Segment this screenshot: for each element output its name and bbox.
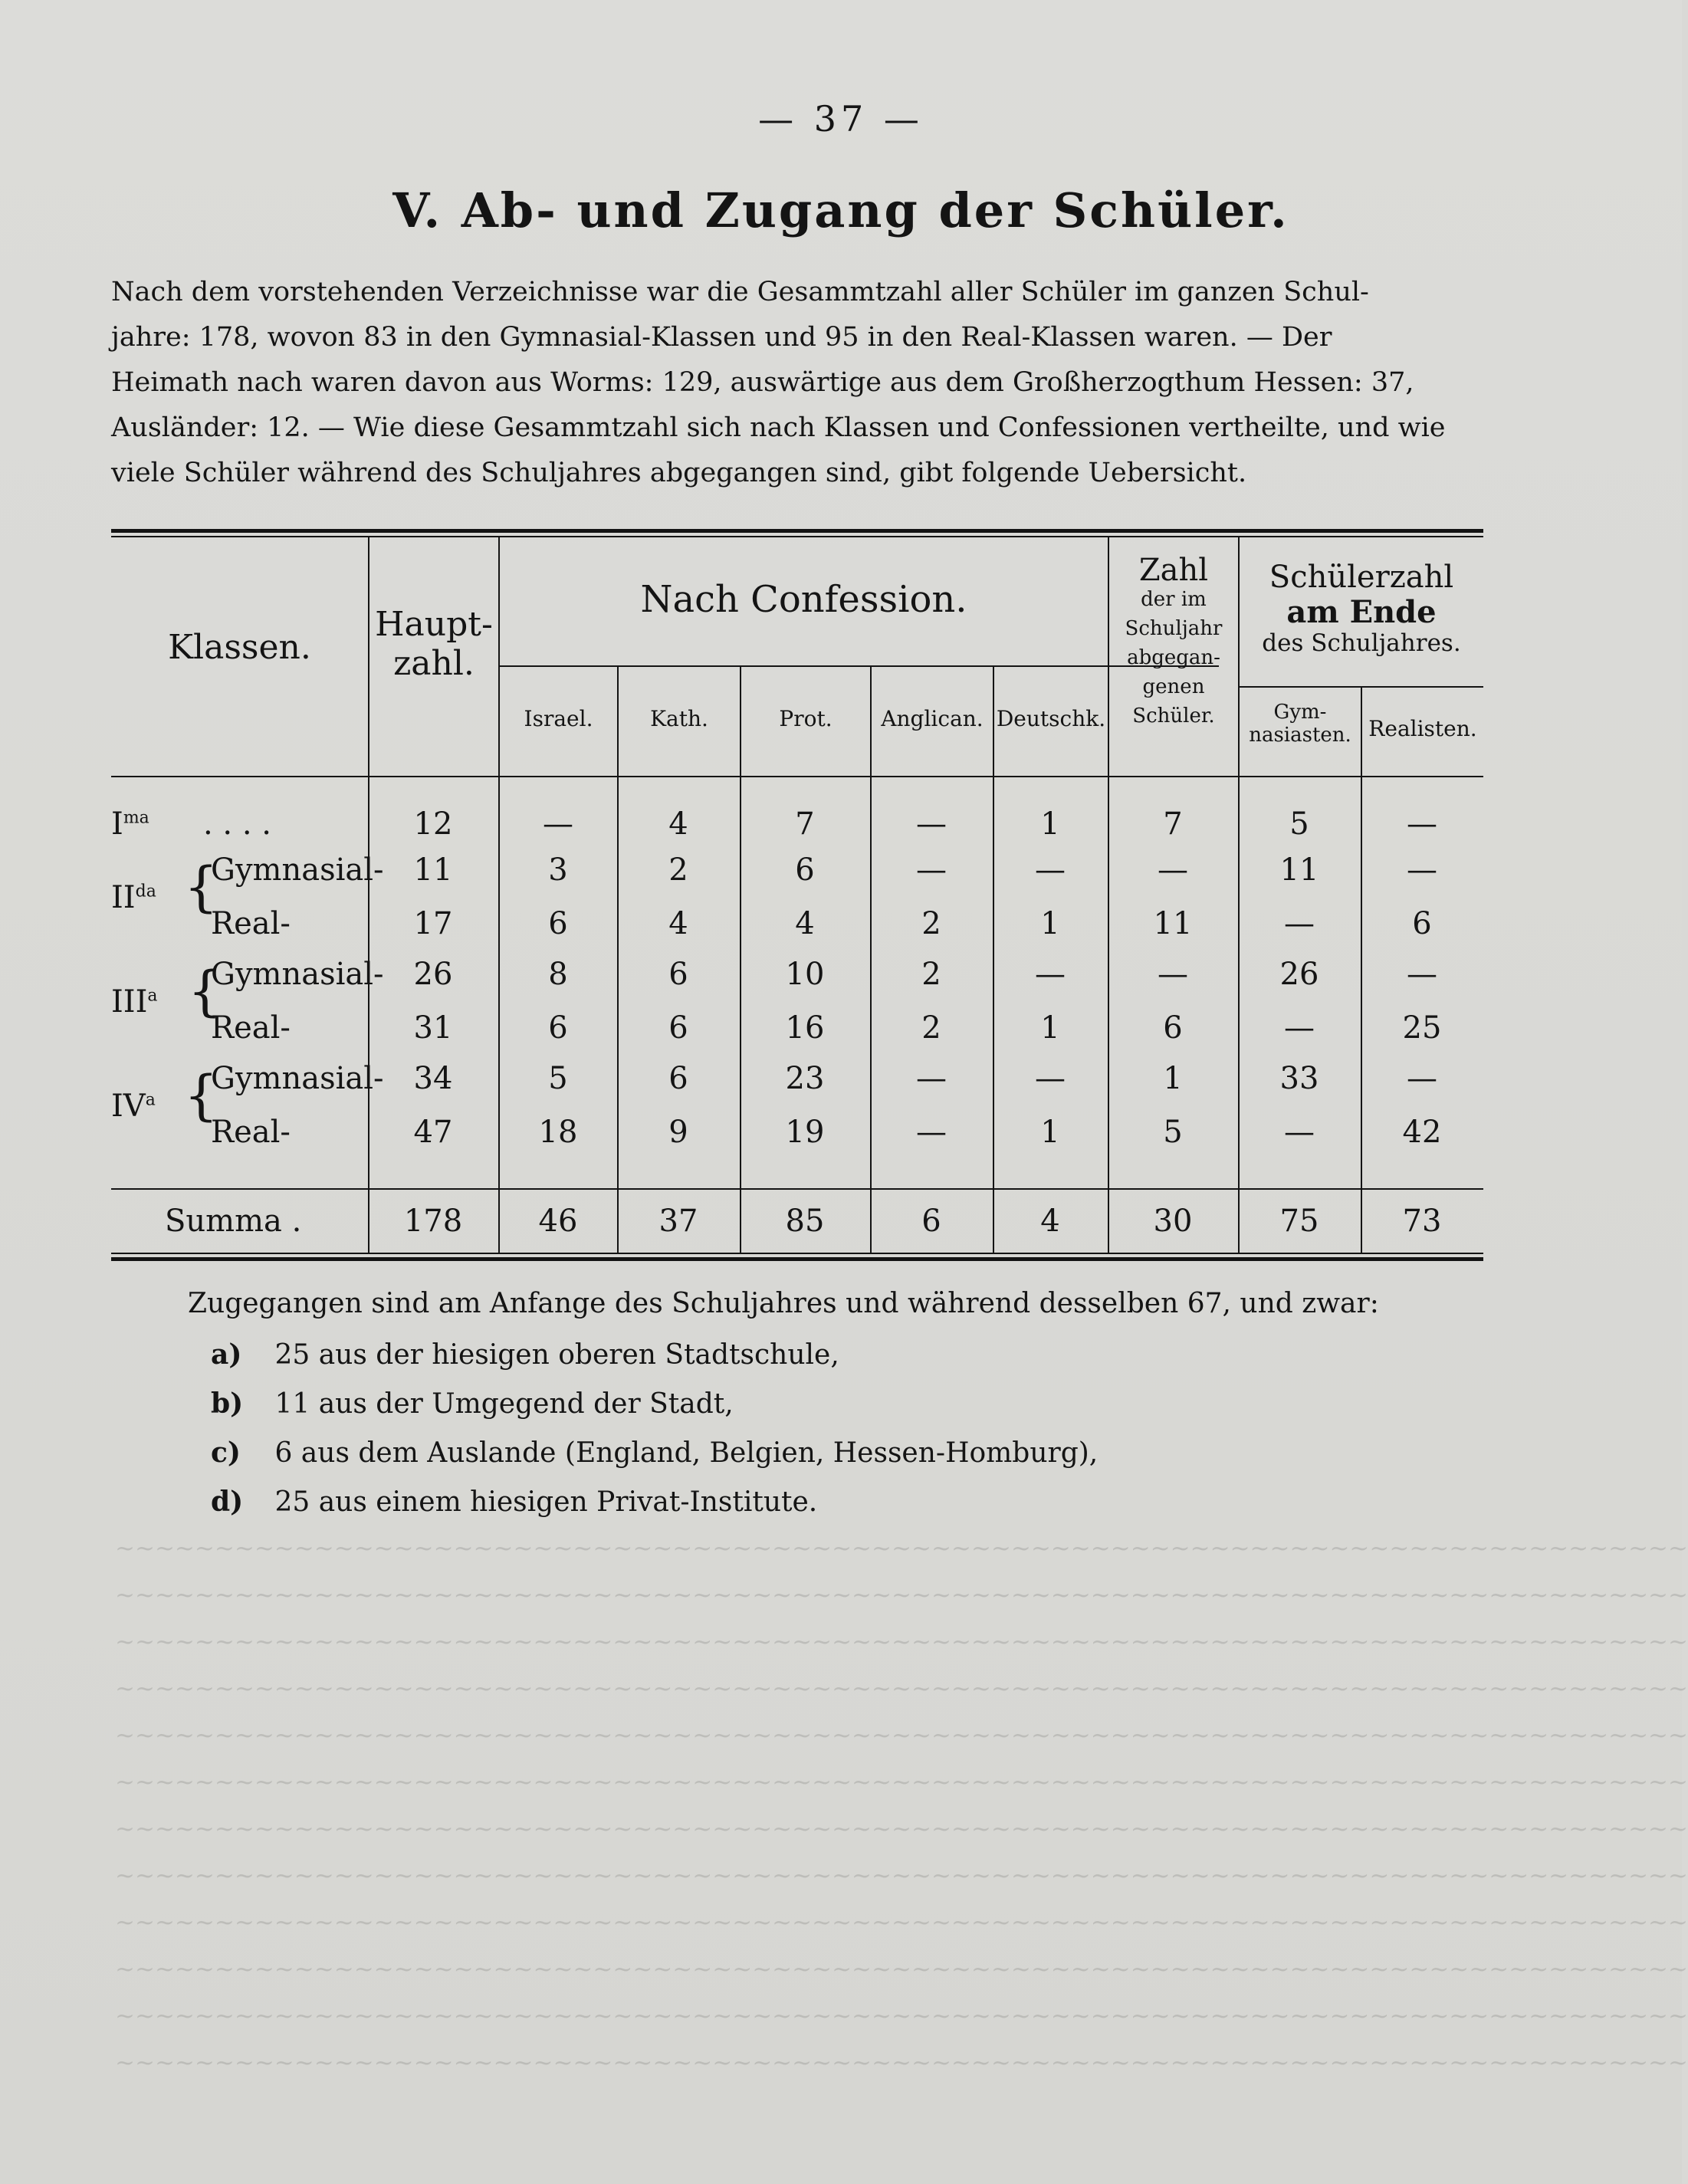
bracket-symbol: {: [188, 960, 222, 1023]
table-cell: 3: [548, 852, 568, 888]
table-cell: 1: [1040, 906, 1060, 941]
row-label-typ: Real-: [211, 906, 291, 941]
table-cell: 11: [1153, 906, 1193, 941]
table-cell: —: [1035, 1061, 1066, 1096]
intro-line: viele Schüler während des Schuljahres abgegangen sind, gibt folgende Uebersicht.: [111, 458, 1247, 488]
table-cell: 26: [413, 957, 453, 992]
row-label-klasse: $IV^a$: [111, 1089, 156, 1124]
intro-paragraph: [111, 270, 1483, 496]
table-cell: 42: [1402, 1115, 1442, 1150]
row-label-typ: Gymnasial-: [211, 1061, 384, 1096]
col-divider: [993, 667, 994, 1253]
table-cell: 6: [548, 906, 568, 941]
zugang-item-text: 25 aus der hiesigen oberen Stadtschule,: [274, 1339, 839, 1371]
header-prot: Prot.: [779, 706, 833, 731]
table-cell: 2: [921, 1010, 941, 1046]
table-cell: —: [1158, 957, 1188, 992]
table-bottom-rule: [111, 1253, 1483, 1254]
col-divider: [1361, 688, 1362, 1253]
table-cell: 7: [795, 806, 815, 842]
row-label-typ: Gymnasial-: [211, 957, 384, 992]
table-bottom-rule-thick: [111, 1257, 1483, 1261]
table-cell: 18: [538, 1115, 578, 1150]
summa-cell: 6: [921, 1204, 941, 1239]
table-cell: 4: [795, 906, 815, 941]
header-nach-confession: Nach Confession.: [640, 578, 967, 621]
header-bottom-rule: [111, 776, 1483, 777]
header-am-ende: Schülerzahl am Ende des Schuljahres.: [1262, 560, 1461, 657]
intro-line: Ausländer: 12. — Wie diese Gesammtzahl sich nach Klassen und Confessionen vertheilte, und wie: [111, 412, 1446, 443]
table-cell: 11: [413, 852, 453, 888]
header-abgegangen: Zahl der im Schuljahr abgegan- genen Schüler.: [1125, 553, 1223, 727]
table-cell: —: [1035, 957, 1066, 992]
table-cell: 1: [1163, 1061, 1183, 1096]
zugang-item-label: d): [211, 1486, 244, 1518]
table-cell: 2: [921, 957, 941, 992]
bracket-symbol: {: [184, 1064, 218, 1127]
col-divider: [740, 667, 741, 1253]
table-cell: 2: [921, 906, 941, 941]
table-cell: —: [1035, 852, 1066, 888]
header-hauptzahl: Haupt- zahl.: [375, 605, 493, 683]
zugang-item: [211, 1338, 839, 1371]
table-cell: 6: [1163, 1010, 1183, 1046]
table-cell: 8: [548, 957, 568, 992]
statistics-table: [111, 529, 1483, 1265]
zugang-item: [211, 1437, 1098, 1469]
table-cell: —: [1407, 852, 1437, 888]
row-label-klasse: $I^{ma}$: [111, 806, 149, 842]
intro-line: jahre: 178, wovon 83 in den Gymnasial-Klassen und 95 in den Real-Klassen waren. — Der: [111, 322, 1332, 353]
row-label-typ: . . . .: [203, 806, 272, 842]
table-cell: 31: [413, 1010, 453, 1046]
table-cell: —: [1284, 1115, 1315, 1150]
summa-cell: 30: [1153, 1204, 1193, 1239]
table-cell: 1: [1040, 806, 1060, 842]
table-cell: 47: [413, 1115, 453, 1150]
header-gymnasiasten: Gym- nasiasten.: [1249, 701, 1351, 747]
zugang-item: [211, 1388, 734, 1420]
summa-cell: 75: [1279, 1204, 1319, 1239]
summa-cell: 4: [1040, 1204, 1060, 1239]
table-cell: 6: [668, 1061, 688, 1096]
table-cell: —: [543, 806, 573, 842]
table-cell: 33: [1279, 1061, 1319, 1096]
summa-cell: 73: [1402, 1204, 1442, 1239]
summa-cell: 37: [658, 1204, 698, 1239]
table-cell: —: [1407, 1061, 1437, 1096]
section-title: V. Ab- und Zugang der Schüler.: [392, 182, 1289, 238]
row-label-klasse: III$^a$: [111, 984, 158, 1020]
table-cell: —: [916, 1061, 947, 1096]
summa-label: Summa .: [165, 1204, 302, 1239]
table-cell: —: [916, 1115, 947, 1150]
header-deutschk: Deutschk.: [996, 706, 1106, 731]
table-cell: —: [1158, 852, 1188, 888]
table-cell: —: [916, 852, 947, 888]
table-cell: 5: [548, 1061, 568, 1096]
table-cell: 12: [413, 806, 453, 842]
header-israel: Israel.: [524, 706, 593, 731]
table-cell: —: [916, 806, 947, 842]
page-number: — 37 —: [758, 98, 924, 140]
intro-line: Heimath nach waren davon aus Worms: 129, auswärtige aus dem Großherzogthum Hessen: 37,: [111, 367, 1414, 398]
table-cell: 5: [1163, 1115, 1183, 1150]
table-cell: 17: [413, 906, 453, 941]
intro-line: Nach dem vorstehenden Verzeichnisse war die Gesammtzahl aller Schüler im ganzen Schul-: [111, 277, 1369, 307]
bracket-symbol: {: [184, 856, 218, 918]
summa-top-rule: [111, 1188, 1483, 1190]
header-anglican: Anglican.: [881, 706, 984, 731]
zugang-intro: Zugegangen sind am Anfange des Schuljahres und während desselben 67, und zwar:: [188, 1288, 1379, 1319]
table-cell: 6: [668, 1010, 688, 1046]
summa-cell: 85: [785, 1204, 825, 1239]
table-cell: 23: [785, 1061, 825, 1096]
table-cell: 19: [785, 1115, 825, 1150]
col-divider: [617, 667, 619, 1253]
table-cell: —: [1407, 957, 1437, 992]
table-top-rule: [111, 529, 1483, 533]
table-cell: 7: [1163, 806, 1183, 842]
zugang-item-label: a): [211, 1338, 242, 1371]
row-label-typ: Real-: [211, 1010, 291, 1046]
header-kath: Kath.: [650, 706, 708, 731]
table-cell: 6: [548, 1010, 568, 1046]
bleed-through-texture: ~~~~~~~~~~~~~~~~~~~~~~~~~~~~~~~~~~~~~~~~~~~~~~~~~~~~~~~~~~~~~~~~~~~~~~~~~~~~~~~ ~~~~~~~~~~~~~~~~~~~~~~~~~~~~~~~~~~~~~~~~~~~~~~~~~~~~~~~~~~~~~~~~~~~~~~~~~~~~~~~ ~~~~~~~~~~~~~~~~~~~~~~~~~~~~~~~~~~~~~~~~~~~~~~~~~~~~~~~~~~~~~~~~~~~~~~~~~~~~~~~ ~~~~~~~~~~~~~~~~~~~~~~~~~~~~~~~~~~~~~~~~~~~~~~~~~~~~~~~~~~~~~~~~~~~~~~~~~~~~~~~ ~~~~~~~~~~~~~~~~~~~~~~~~~~~~~~~~~~~~~~~~~~~~~~~~~~~~~~~~~~~~~~~~~~~~~~~~~~~~~~~ ~~~~~~~~~~~~~~~~~~~~~~~~~~~~~~~~~~~~~~~~~~~~~~~~~~~~~~~~~~~~~~~~~~~~~~~~~~~~~~~ ~~~~~~~~~~~~~~~~~~~~~~~~~~~~~~~~~~~~~~~~~~~~~~~~~~~~~~~~~~~~~~~~~~~~~~~~~~~~~~~ ~~~~~~~~~~~~~~~~~~~~~~~~~~~~~~~~~~~~~~~~~~~~~~~~~~~~~~~~~~~~~~~~~~~~~~~~~~~~~~~ ~~~~~~~~~~~~~~~~~~~~~~~~~~~~~~~~~~~~~~~~~~~~~~~~~~~~~~~~~~~~~~~~~~~~~~~~~~~~~~~ ~~~~~~~~~~~~~~~~~~~~~~~~~~~~~~~~~~~~~~~~~~~~~~~~~~~~~~~~~~~~~~~~~~~~~~~~~~~~~~~ ~~~~~~~~~~~~~~~~~~~~~~~~~~~~~~~~~~~~~~~~~~~~~~~~~~~~~~~~~~~~~~~~~~~~~~~~~~~~~~~ ~~~~~~~~~~~~~~~~~~~~~~~~~~~~~~~~~~~~~~~~~~~~~~~~~~~~~~~~~~~~~~~~~~~~~~~~~~~~~~~: [115, 1535, 1688, 2077]
summa-cell: 46: [538, 1204, 578, 1239]
col-divider: [870, 667, 872, 1253]
table-cell: 2: [668, 852, 688, 888]
table-cell: 5: [1289, 806, 1309, 842]
table-top-rule-thin: [111, 536, 1483, 537]
zugang-item-text: 25 aus einem hiesigen Privat-Institute.: [274, 1486, 818, 1518]
zugang-item-text: 11 aus der Umgegend der Stadt,: [274, 1388, 734, 1420]
table-cell: 4: [668, 906, 688, 941]
table-cell: 10: [785, 957, 825, 992]
header-klassen: Klassen.: [168, 628, 311, 667]
table-cell: 6: [795, 852, 815, 888]
table-cell: 1: [1040, 1115, 1060, 1150]
table-cell: 9: [668, 1115, 688, 1150]
col-divider: [498, 537, 500, 1253]
table-cell: 26: [1279, 957, 1319, 992]
table-cell: 6: [1412, 906, 1432, 941]
zugang-item-label: b): [211, 1388, 244, 1420]
row-label-typ: Real-: [211, 1115, 291, 1150]
table-cell: 16: [785, 1010, 825, 1046]
zugang-item: [211, 1486, 817, 1518]
table-cell: —: [1284, 1010, 1315, 1046]
table-cell: —: [1284, 906, 1315, 941]
table-cell: 34: [413, 1061, 453, 1096]
row-label-klasse: $II^{da}$: [111, 880, 156, 915]
header-realisten: Realisten.: [1368, 716, 1477, 741]
table-cell: 4: [668, 806, 688, 842]
table-cell: 25: [1402, 1010, 1442, 1046]
zugang-item-label: c): [211, 1437, 241, 1469]
table-cell: 6: [668, 957, 688, 992]
summa-cell: 178: [403, 1204, 463, 1239]
zugang-item-text: 6 aus dem Auslande (England, Belgien, Hessen-Homburg),: [274, 1437, 1099, 1469]
table-cell: —: [1407, 806, 1437, 842]
table-cell: 1: [1040, 1010, 1060, 1046]
table-cell: 11: [1279, 852, 1319, 888]
row-label-typ: Gymnasial-: [211, 852, 384, 888]
